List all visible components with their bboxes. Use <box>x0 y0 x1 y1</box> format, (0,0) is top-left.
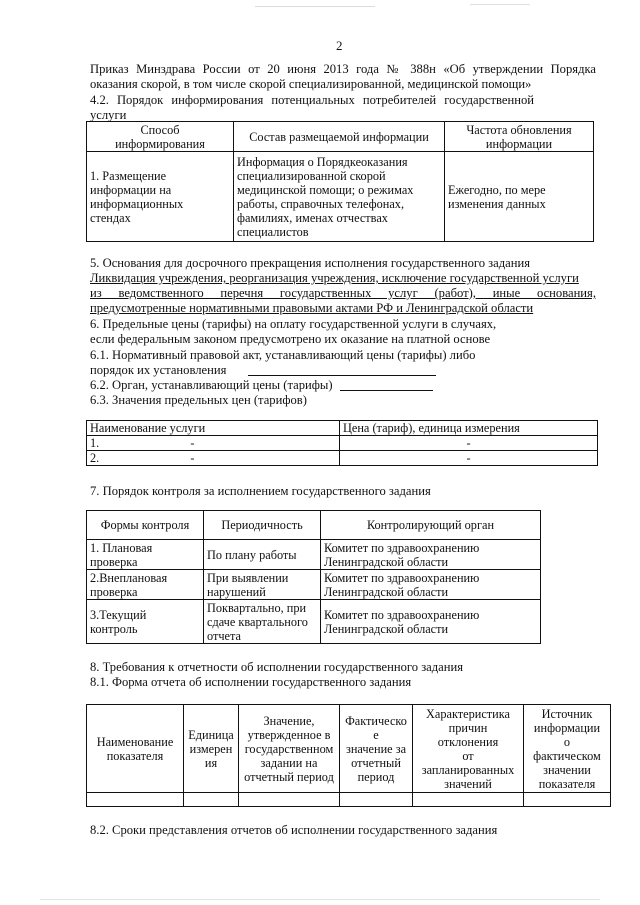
info-header-method-l2: информирования <box>115 136 205 151</box>
price-row-1-price: - <box>340 436 598 451</box>
report-h5-l6: значений <box>444 776 492 791</box>
info-content-l3: медицинской помощи; о режимах <box>237 182 414 197</box>
section-6-line-2: если федеральным законом предусмотрено их оказание на платной основе <box>90 332 491 346</box>
control-row-2-organ <box>321 570 541 600</box>
control-row-1-period <box>204 540 321 570</box>
report-h6-l2: информации <box>533 720 601 735</box>
price-header-price: Цена (тариф), единица измерения <box>340 421 598 436</box>
report-header-deviation <box>413 705 524 793</box>
report-h3-l1: Значение, <box>263 713 315 728</box>
section-5-line-2: из ведомственного перечня государственных услуг (работ), иные основания, <box>90 286 596 300</box>
section-5-title: 5. Основания для досрочного прекращения исполнения государственного задания <box>90 256 530 270</box>
report-h3-l4: задании на <box>260 755 318 770</box>
section-4-2-title: 4.2. Порядок информирования потенциальных потребителей государственной <box>90 93 534 107</box>
control-row-2-period-l1: При выявлении <box>207 570 289 585</box>
info-method-l3: информационных <box>90 196 184 211</box>
report-h4-l1: Фактическо <box>345 713 407 728</box>
control-header-period: Периодичность <box>204 511 321 540</box>
report-h2-l2: измерен <box>189 741 233 756</box>
control-row-2-organ-l1: Комитет по здравоохранению <box>324 570 480 585</box>
info-method-l2: информации на <box>90 182 172 197</box>
report-empty-cell <box>413 793 524 807</box>
info-content-l6: специалистов <box>237 224 309 239</box>
info-header-frequency-l2: информации <box>485 136 553 151</box>
report-h2-l3: ия <box>204 755 218 770</box>
report-h5-l5: запланированных <box>421 762 515 777</box>
price-header-service: Наименование услуги <box>87 421 340 436</box>
report-header-source <box>524 705 611 793</box>
report-header-unit <box>184 705 239 793</box>
control-row-2-form <box>87 570 204 600</box>
control-row-3-form <box>87 600 204 644</box>
report-h1-l1: Наименование <box>96 734 174 749</box>
report-h4-l4: отчетный <box>351 755 401 770</box>
control-row-1-form-l2: проверка <box>90 554 138 569</box>
control-row-1-form <box>87 540 204 570</box>
act-blank-line <box>248 375 436 376</box>
report-h1-l2: показателя <box>106 748 164 763</box>
price-row-2-num: 2. <box>90 451 100 465</box>
control-row-3-period-l2: сдаче квартального <box>207 614 308 629</box>
report-h2-l1: Единица <box>188 727 234 742</box>
info-frequency-l1: Ежегодно, по мере <box>448 182 546 197</box>
report-h6-l4: фактическом <box>533 748 601 763</box>
info-header-method-l1: Способ <box>140 122 180 137</box>
report-empty-cell <box>340 793 413 807</box>
report-h3-l5: отчетный период <box>244 769 334 784</box>
report-table <box>86 704 611 807</box>
control-row-3-organ-l1: Комитет по здравоохранению <box>324 607 480 622</box>
report-h6-l6: показателя <box>538 776 596 791</box>
info-method-l4: стендах <box>90 210 131 225</box>
control-row-3-period <box>204 600 321 644</box>
price-row-2-service-val: - <box>190 451 195 465</box>
info-content-l2: специализированной скорой <box>237 168 386 183</box>
order-intro-line-2: оказания скорой, в том числе скорой специализированной, медицинской помощи» <box>90 77 532 91</box>
control-table <box>86 510 541 644</box>
control-row-2-period-l2: нарушений <box>207 584 266 599</box>
report-header-planned <box>239 705 340 793</box>
price-table <box>86 420 598 466</box>
section-6-1-line-1: 6.1. Нормативный правовой акт, устанавливающий цены (тарифы) либо <box>90 348 476 362</box>
info-frequency-l2: изменения данных <box>448 196 546 211</box>
info-header-frequency-l1: Частота обновления <box>466 122 572 137</box>
control-row-3-organ-l2: Ленинградской области <box>324 621 449 636</box>
report-empty-cell <box>239 793 340 807</box>
report-h5-l2: причин <box>448 720 488 735</box>
control-row-3-organ <box>321 600 541 644</box>
price-row-1-num: 1. <box>90 436 100 450</box>
info-content-l4: работы, справочных телефонах, <box>237 196 405 211</box>
control-header-organ: Контролирующий орган <box>321 511 541 540</box>
report-h3-l3: государственном <box>244 741 334 756</box>
report-h5-l1: Характеристика <box>426 706 510 721</box>
price-row-1-service-val: - <box>190 436 195 450</box>
section-6-2: 6.2. Орган, устанавливающий цены (тарифы) <box>90 378 333 392</box>
section-8-title: 8. Требования к отчетности об исполнении государственного задания <box>90 660 464 674</box>
report-empty-cell <box>184 793 239 807</box>
control-row-2-organ-l2: Ленинградской области <box>324 584 449 599</box>
info-header-content <box>234 122 445 152</box>
report-h4-l2: е <box>373 727 379 742</box>
info-table <box>86 121 594 242</box>
report-h6-l1: Источник <box>541 706 593 721</box>
info-row-method <box>87 152 234 242</box>
price-row-2-price: - <box>340 451 598 466</box>
section-7-title: 7. Порядок контроля за исполнением государственного задания <box>90 484 431 498</box>
control-row-3-form-l1: 3.Текущий <box>90 607 147 622</box>
control-row-1-period-l1: По плану работы <box>207 547 297 562</box>
report-h4-l5: период <box>357 769 395 784</box>
order-intro-line-1: Приказ Минздрава России от 20 июня 2013 года № 388н «Об утверждении Порядка <box>90 62 596 76</box>
control-row-1-organ <box>321 540 541 570</box>
info-row-frequency <box>445 152 594 242</box>
info-method-l1: 1. Размещение <box>90 168 167 183</box>
report-h4-l3: значение за <box>345 741 407 756</box>
control-row-3-form-l2: контроль <box>90 621 138 636</box>
control-row-1-form-l1: 1. Плановая <box>90 540 153 555</box>
control-row-3-period-l1: Поквартально, при <box>207 600 307 615</box>
section-5-line-1: Ликвидация учреждения, реорганизация учреждения, исключение государственной услуги <box>90 271 579 285</box>
control-row-2-form-l2: проверка <box>90 584 138 599</box>
section-6-1-line-2: порядок их установления <box>90 363 227 377</box>
report-h6-l5: значении <box>543 762 591 777</box>
control-header-form: Формы контроля <box>87 511 204 540</box>
report-h3-l2: утвержденное в <box>247 727 331 742</box>
control-row-1-organ-l1: Комитет по здравоохранению <box>324 540 480 555</box>
control-row-1-organ-l2: Ленинградской области <box>324 554 449 569</box>
info-content-l1: Информация о Порядкеоказания <box>237 154 408 169</box>
section-6-line-1: 6. Предельные цены (тарифы) на оплату государственной услуги в случаях, <box>90 317 497 331</box>
section-8-2-title: 8.2. Сроки представления отчетов об исполнении государственного задания <box>90 823 498 837</box>
report-header-actual <box>340 705 413 793</box>
section-6-3: 6.3. Значения предельных цен (тарифов) <box>90 393 307 407</box>
page-number: 2 <box>336 38 343 53</box>
report-h5-l4: от <box>462 748 474 763</box>
info-content-l5: фамилиях, именах отчествах <box>237 210 388 225</box>
report-empty-cell <box>524 793 611 807</box>
info-header-frequency <box>445 122 594 152</box>
info-header-method <box>87 122 234 152</box>
price-row-1-service <box>87 436 340 451</box>
control-row-3-period-l3: отчета <box>207 628 241 643</box>
control-row-2-period <box>204 570 321 600</box>
report-h5-l3: отклонения <box>437 734 499 749</box>
organ-blank-line <box>340 390 433 391</box>
section-5-line-3: предусмотренные нормативными правовыми актами РФ и Ленинградской области <box>90 301 534 315</box>
report-empty-cell <box>87 793 184 807</box>
price-row-2-service <box>87 451 340 466</box>
info-row-content <box>234 152 445 242</box>
control-row-2-form-l1: 2.Внеплановая <box>90 570 168 585</box>
section-4-2-title-cont: услуги <box>90 108 127 122</box>
info-header-content-l1: Состав размещаемой информации <box>249 129 429 144</box>
report-header-indicator <box>87 705 184 793</box>
section-8-1-title: 8.1. Форма отчета об исполнении государственного задания <box>90 675 412 689</box>
report-h6-l3: о <box>563 734 571 749</box>
